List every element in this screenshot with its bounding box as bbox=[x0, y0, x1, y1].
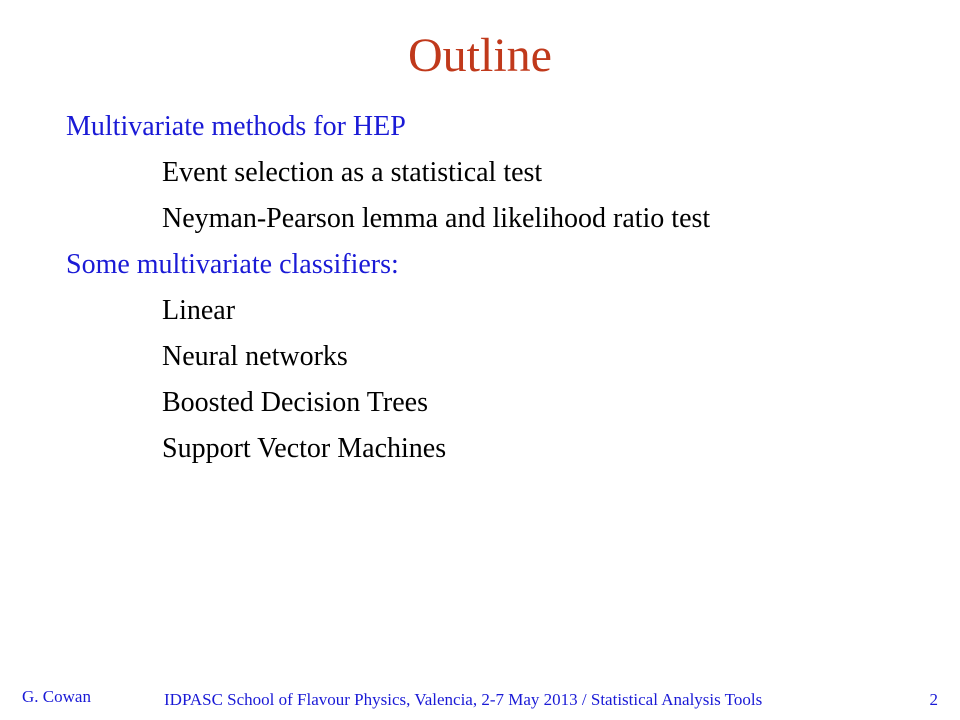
slide-title: Outline bbox=[408, 29, 552, 82]
outline-item-neyman-pearson: Neyman-Pearson lemma and likelihood ratio test bbox=[162, 203, 711, 234]
footer-author: G. Cowan bbox=[22, 687, 91, 706]
outline-item-boosted-decision-trees: Boosted Decision Trees bbox=[162, 387, 428, 418]
outline-item-support-vector-machines: Support Vector Machines bbox=[162, 433, 447, 464]
outline-heading-classifiers: Some multivariate classifiers: bbox=[66, 249, 399, 280]
outline-item-event-selection: Event selection as a statistical test bbox=[162, 157, 543, 188]
footer-title: IDPASC School of Flavour Physics, Valencia, 2-7 May 2013 / Statistical Analysis Tools bbox=[164, 690, 763, 709]
outline-item-linear: Linear bbox=[162, 295, 236, 326]
outline-heading-multivariate-methods: Multivariate methods for HEP bbox=[66, 111, 406, 142]
page-number: 2 bbox=[929, 690, 938, 709]
outline-item-neural-networks: Neural networks bbox=[162, 341, 348, 372]
